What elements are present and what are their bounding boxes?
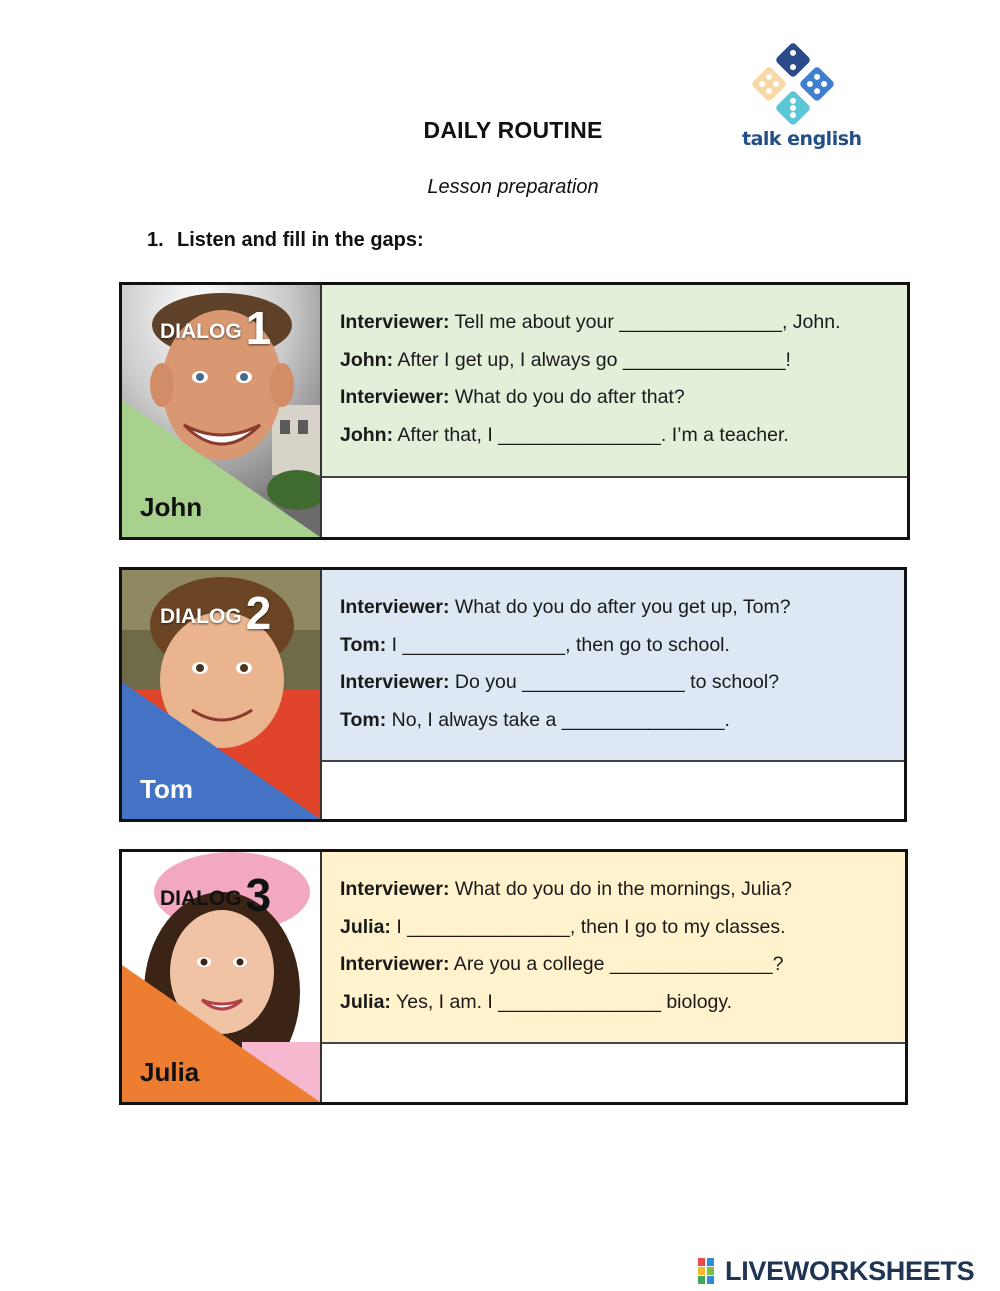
dialog-lines bbox=[322, 852, 905, 1044]
dialog-line: Interviewer: Do you _______________ to school? bbox=[340, 671, 780, 694]
person-name: Julia bbox=[140, 1057, 200, 1087]
logo-text: talk english bbox=[742, 128, 862, 150]
dialog-line: Tom: I _______________, then go to school. bbox=[340, 633, 730, 656]
dialog-line: Interviewer: Tell me about your _______________, John. bbox=[340, 311, 841, 333]
exercise-text: Listen and fill in the gaps: bbox=[177, 229, 424, 251]
dialog-label: DIALOG3 bbox=[160, 869, 272, 921]
dialog-line: Julia: Yes, I am. I _______________ biology. bbox=[340, 990, 733, 1013]
dialog-line: John: After that, I _______________. I’m a teacher. bbox=[340, 423, 789, 446]
dialog-line: Interviewer: Are you a college _______________? bbox=[340, 953, 784, 976]
liveworksheets-logo bbox=[697, 1255, 974, 1287]
dialog-line: Julia: I _______________, then I go to my classes. bbox=[340, 915, 786, 938]
page-subtitle: Lesson preparation bbox=[427, 176, 599, 198]
dialog-line: Interviewer: What do you do in the mornings, Julia? bbox=[340, 878, 792, 900]
dialog-card-2 bbox=[119, 567, 907, 822]
person-name: John bbox=[140, 492, 203, 522]
tom-photo bbox=[122, 570, 320, 819]
dialog-label: DIALOG1 bbox=[160, 302, 272, 354]
julia-photo bbox=[122, 852, 320, 1102]
dialog-lines bbox=[322, 285, 907, 478]
exercise-number: 1. bbox=[147, 229, 164, 251]
dialog-line: Tom: No, I always take a _______________. bbox=[340, 708, 730, 731]
dialog-lines bbox=[322, 570, 904, 762]
liveworksheets-text: LIVEWORKSHEETS bbox=[725, 1255, 975, 1286]
page-title: DAILY ROUTINE bbox=[423, 117, 603, 143]
dialog-card-3 bbox=[119, 849, 908, 1105]
person-name: Tom bbox=[140, 774, 193, 804]
dialog-line: Interviewer: What do you do after you get up, Tom? bbox=[340, 596, 791, 618]
exercise-instruction bbox=[147, 229, 424, 252]
dialog-card-1 bbox=[119, 282, 910, 540]
john-photo bbox=[122, 285, 320, 537]
dialog-line: Interviewer: What do you do after that? bbox=[340, 386, 685, 409]
liveworksheets-icon bbox=[697, 1257, 723, 1285]
dialog-label: DIALOG2 bbox=[160, 587, 272, 639]
dialog-line: John: After I get up, I always go _______________! bbox=[340, 348, 791, 371]
